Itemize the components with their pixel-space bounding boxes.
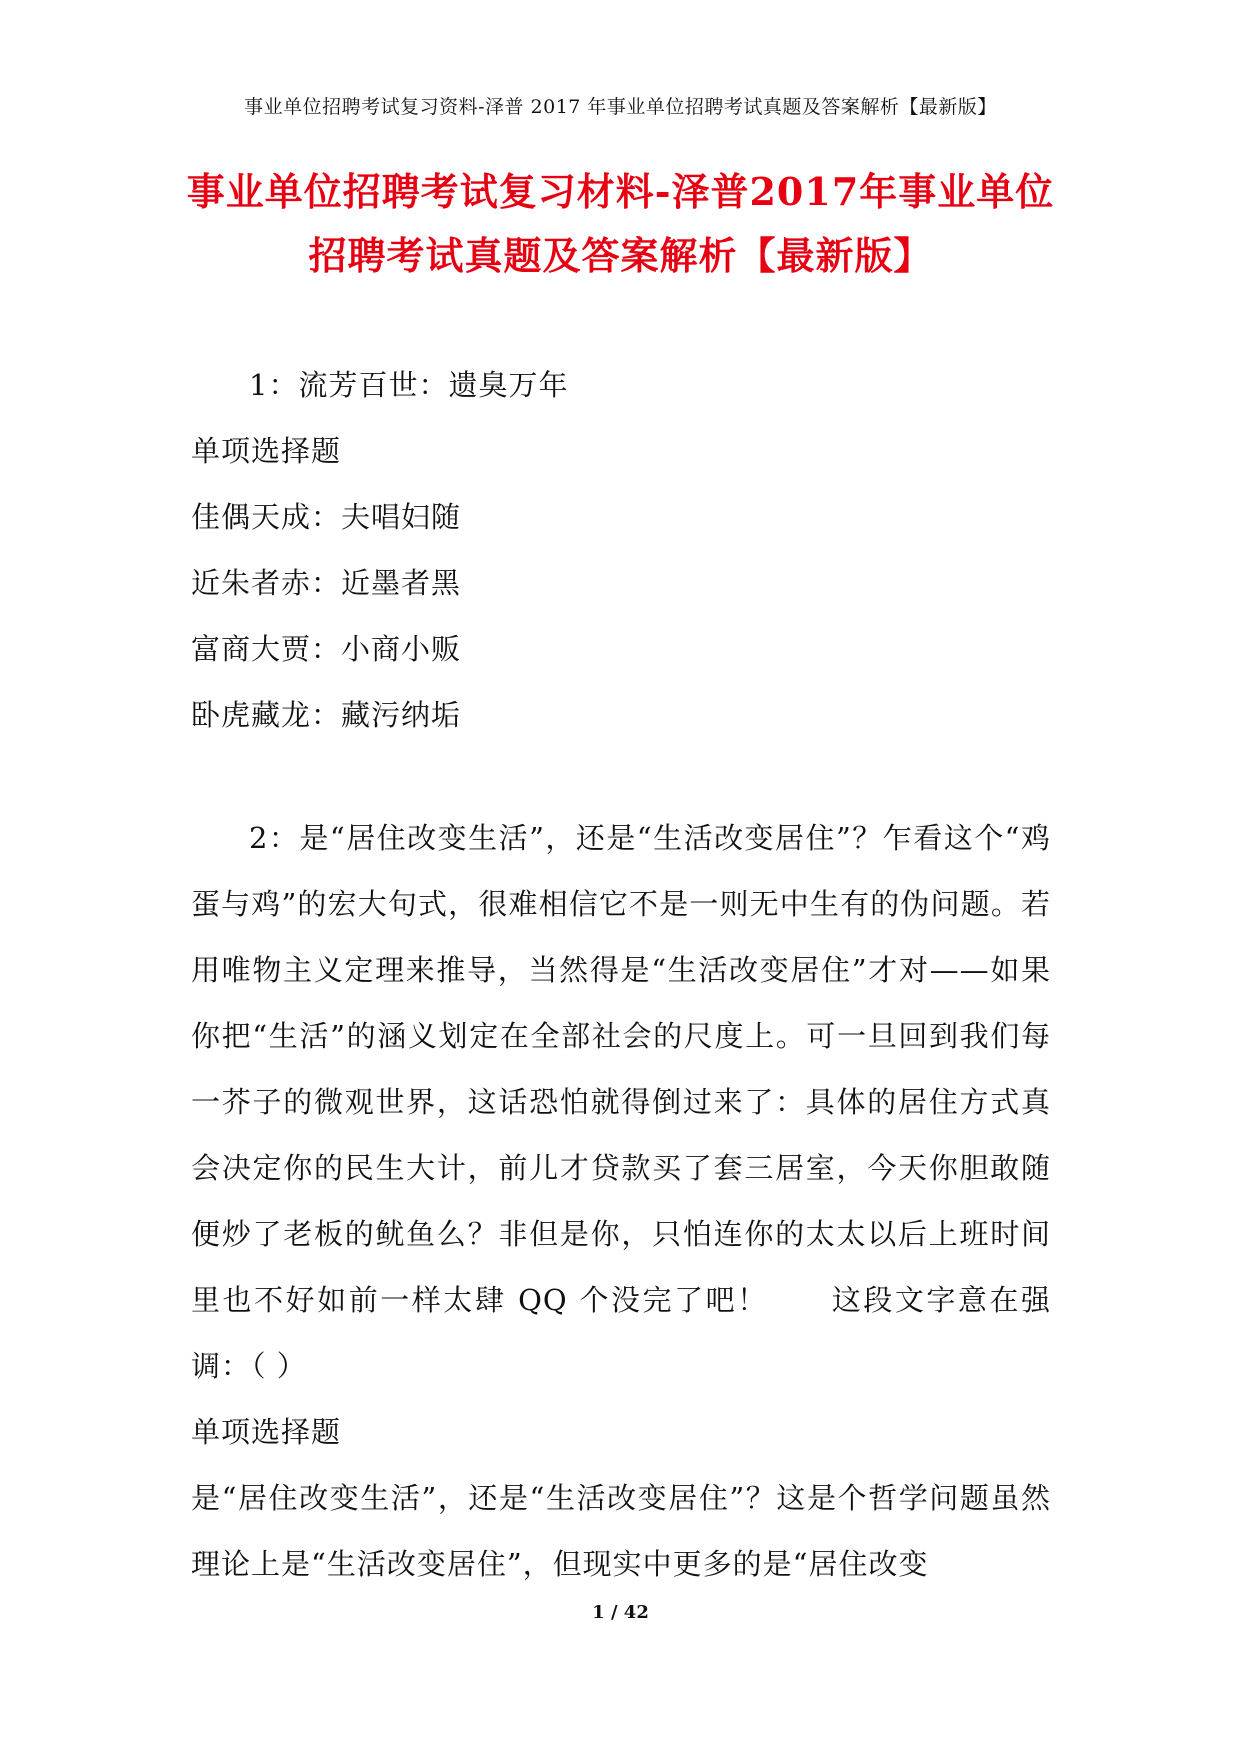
question-1-option: 佳偶天成：夫唱妇随 [191, 500, 462, 534]
page-number: 1 / 42 [592, 1602, 649, 1623]
running-header: 事业单位招聘考试复习资料-泽普 2017 年事业单位招聘考试真题及答案解析【最新版】 [244, 96, 997, 118]
question-1-type: 单项选择题 [191, 434, 342, 468]
document-title: 事业单位招聘考试复习材料-泽普2017年事业单位招聘考试真题及答案解析【最新版】 [186, 169, 1055, 278]
question-2-stem: 2：是“居住改变生活”，还是“生活改变居住”？乍看这个“鸡蛋与鸡”的宏大句式，很难相信它不是一则无中生有的伪问题。若用唯物主义定理来推导，当然得是“生活改变居住”才对——如果你把“生活”的涵义划定在全部社会的尺度上。可一旦回到我们每一芥子的微观世界，这话恐怕就得倒过来了：具体的居住方式真会决定你的民生大计，前儿才贷款买了套三居室，今天你胆敢随便炒了老板的鱿鱼么？非但是你，只怕连你的太太以后上班时间里也不好如前一样太肆 QQ 个没完了吧！ 这段文字意在强调：（ ） [191, 821, 1051, 1383]
question-1-option: 近朱者赤：近墨者黑 [191, 566, 462, 600]
question-1-option: 富商大贾：小商小贩 [191, 632, 462, 666]
question-2 [191, 805, 1051, 1597]
question-2-type: 单项选择题 [191, 1415, 342, 1449]
question-1 [191, 352, 1051, 748]
question-1-stem: 1：流芳百世：遗臭万年 [249, 368, 569, 402]
question-1-option: 卧虎藏龙：藏污纳垢 [191, 698, 462, 732]
question-2-analysis: 是“居住改变生活”，还是“生活改变居住”？这是个哲学问题虽然理论上是“生活改变居住”，但现实中更多的是“居住改变 [191, 1481, 1051, 1581]
